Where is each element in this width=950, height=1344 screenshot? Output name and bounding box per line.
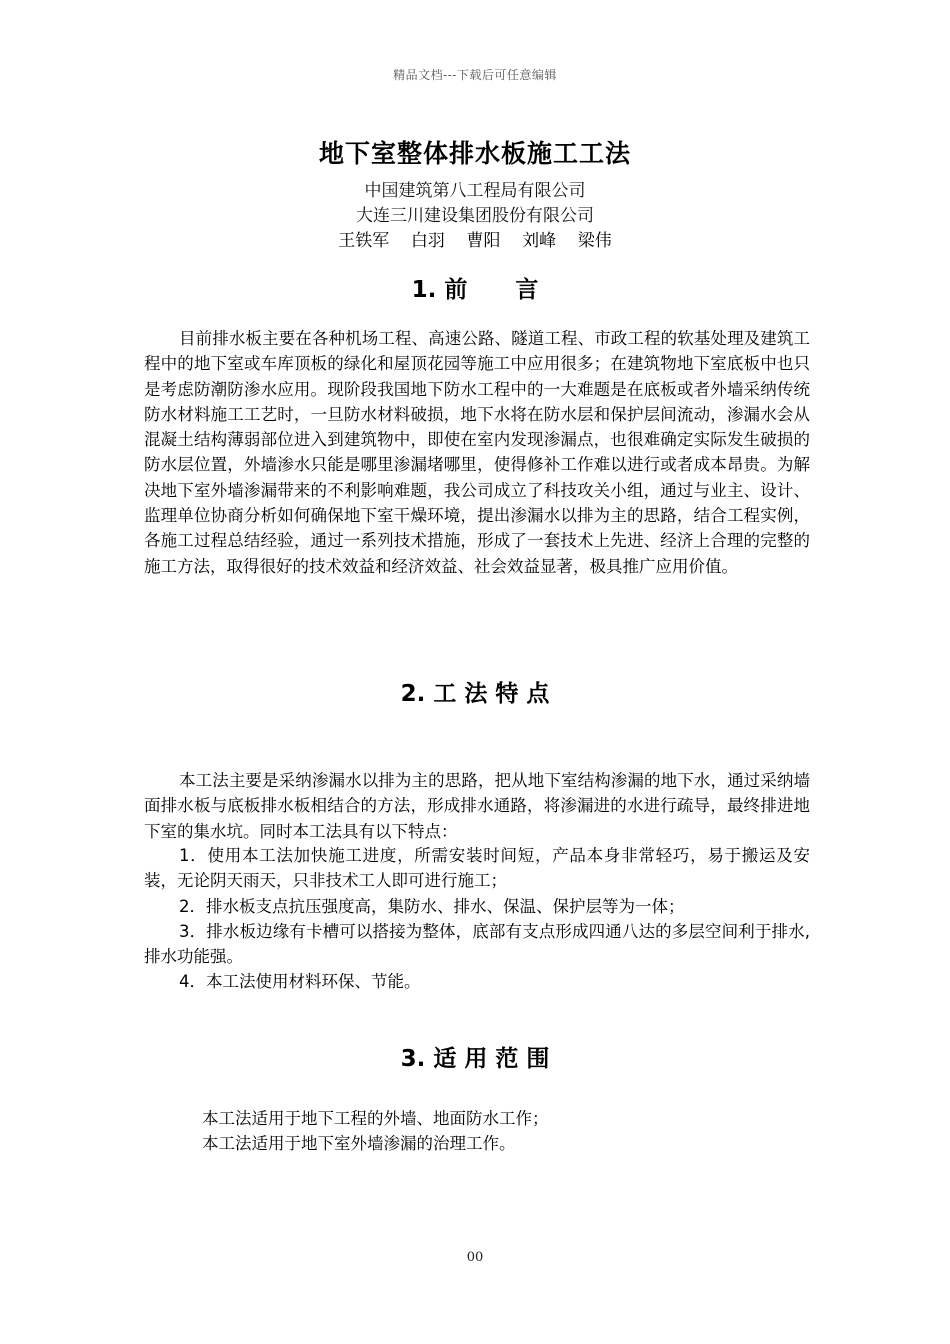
feature-item-1: 1．使用本工法加快施工进度，所需安装时间短，产品本身非常轻巧，易于搬运及安装，无论阴天雨天，只非技术工人即可进行施工； — [144, 846, 810, 891]
author-list: 王铁军 白羽 曹阳 刘峰 梁伟 — [338, 231, 612, 251]
section-1-heading: 1. 前 言 — [411, 277, 539, 303]
scope-item-1: 本工法适用于地下工程的外墙、地面防水工作； — [202, 1109, 549, 1128]
page-number: 00 — [466, 1250, 484, 1265]
section-2-intro: 本工法主要是采纳渗漏水以排为主的思路，把从地下室结构渗漏的地下水，通过采纳墙面排水板与底板排水板相结合的方法，形成排水通路，将渗漏进的水进行疏导，最终排进地下室的集水坑。同时本工法具有以下特点： — [144, 771, 810, 841]
section-3-scope-list — [202, 1106, 810, 1156]
organization-1: 中国建筑第八工程局有限公司 — [364, 181, 586, 201]
feature-item-4: 4．本工法使用材料环保、节能。 — [179, 972, 421, 992]
organization-2: 大连三川建设集团股份有限公司 — [356, 206, 594, 226]
section-2-feature-list — [144, 843, 810, 995]
section-3-heading: 3. 适 用 范 围 — [400, 1046, 550, 1072]
section-1-paragraph: 目前排水板主要在各种机场工程、高速公路、隧道工程、市政工程的软基处理及建筑工程中的地下室或车库顶板的绿化和屋顶花园等施工中应用很多；在建筑物地下室底板中也只是考虑防潮防渗水应用。现阶段我国地下防水工程中的一大难题是在底板或者外墙采纳传统防水材料施工工艺时，一旦防水材料破损，地下水将在防水层和保护层间流动，渗漏水会从混凝土结构薄弱部位进入到建筑物中，即使在室内发现渗漏点，也很难确定实际发生破损的防水层位置，外墙渗水只能是哪里渗漏堵哪里，使得修补工作难以进行或者成本昂贵。为解决地下室外墙渗漏带来的不利影响难题，我公司成立了科技攻关小组，通过与业主、设计、监理单位协商分析如何确保地下室干燥环境，提出渗漏水以排为主的思路，结合工程实例，各施工过程总结经验，通过一系列技术措施，形成了一套技术上先进、经济上合理的完整的施工方法，取得很好的技术效益和经济效益、社会效益显著，极具推广应用价值。 — [144, 329, 810, 576]
section-2-heading: 2. 工 法 特 点 — [400, 681, 550, 707]
document-title: 地下室整体排水板施工工法 — [318, 139, 631, 168]
header-watermark: 精品文档---下载后可任意编辑 — [393, 68, 557, 82]
feature-item-2: 2．排水板支点抗压强度高，集防水、排水、保温、保护层等为一体； — [179, 896, 685, 916]
feature-item-3: 3．排水板边缘有卡槽可以搭接为整体，底部有支点形成四通八达的多层空间利于排水,排水功能强。 — [144, 921, 810, 967]
scope-item-2: 本工法适用于地下室外墙渗漏的治理工作。 — [202, 1134, 516, 1153]
